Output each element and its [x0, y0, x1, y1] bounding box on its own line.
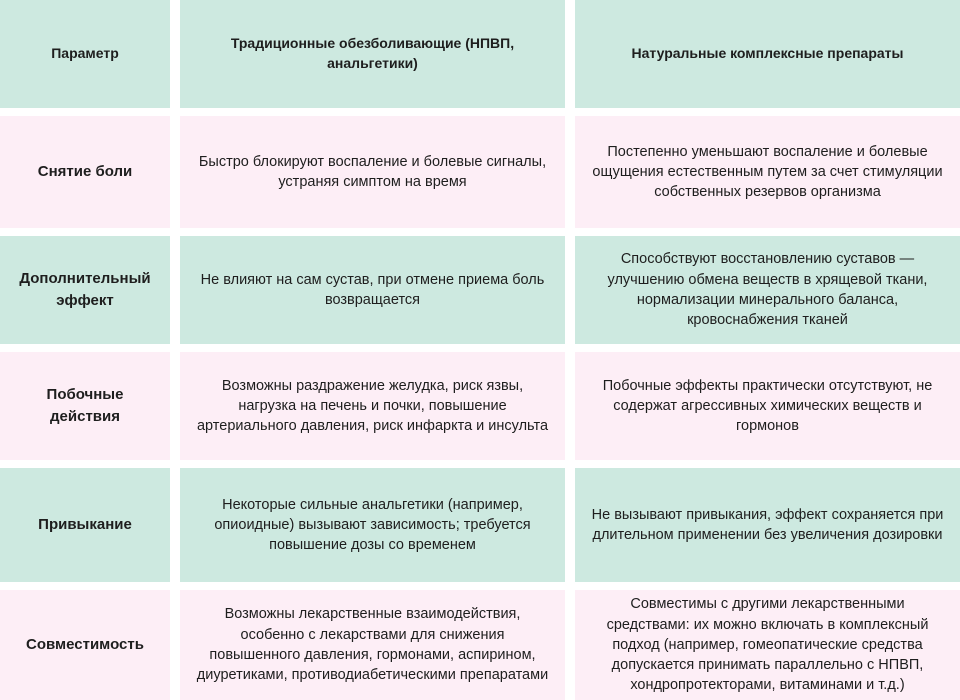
cell-traditional-compatibility: Возможны лекарственные взаимодействия, особенно с лекарствами для снижения повышенного давления, гормонами, аспирином, диуретиками, противодиабетическими препаратами [180, 590, 565, 700]
cell-natural-pain-relief: Постепенно уменьшают воспаление и болевые ощущения естественным путем за счет стимуляции собственных резервов организма [575, 116, 960, 228]
header-cell-parameter: Параметр [0, 0, 170, 108]
cell-natural-side-effects: Побочные эффекты практически отсутствуют, не содержат агрессивных химических веществ и гормонов [575, 352, 960, 460]
cell-natural-compatibility: Совместимы с другими лекарственными средствами: их можно включать в комплексный подход (например, гомеопатические средства допускается принимать параллельно с НПВП, хондропротекторами, витаминами и т.д.) [575, 590, 960, 700]
row-label-pain-relief: Снятие боли [0, 116, 170, 228]
row-label-side-effects: Побочные действия [0, 352, 170, 460]
cell-traditional-habituation: Некоторые сильные анальгетики (например, опиоидные) вызывают зависимость; требуется повышение дозы со временем [180, 468, 565, 582]
cell-natural-additional-effect: Способствуют восстановлению суставов — улучшению обмена веществ в хрящевой ткани, нормализации минерального баланса, кровоснабжения тканей [575, 236, 960, 344]
row-label-habituation: Привыкание [0, 468, 170, 582]
header-cell-traditional: Традиционные обезболивающие (НПВП, анальгетики) [180, 0, 565, 108]
cell-traditional-side-effects: Возможны раздражение желудка, риск язвы, нагрузка на печень и почки, повышение артериального давления, риск инфаркта и инсульта [180, 352, 565, 460]
header-cell-natural: Натуральные комплексные препараты [575, 0, 960, 108]
row-label-additional-effect: Дополнительный эффект [0, 236, 170, 344]
cell-traditional-pain-relief: Быстро блокируют воспаление и болевые сигналы, устраняя симптом на время [180, 116, 565, 228]
cell-natural-habituation: Не вызывают привыкания, эффект сохраняется при длительном применении без увеличения дозировки [575, 468, 960, 582]
row-label-compatibility: Совместимость [0, 590, 170, 700]
cell-traditional-additional-effect: Не влияют на сам сустав, при отмене приема боль возвращается [180, 236, 565, 344]
